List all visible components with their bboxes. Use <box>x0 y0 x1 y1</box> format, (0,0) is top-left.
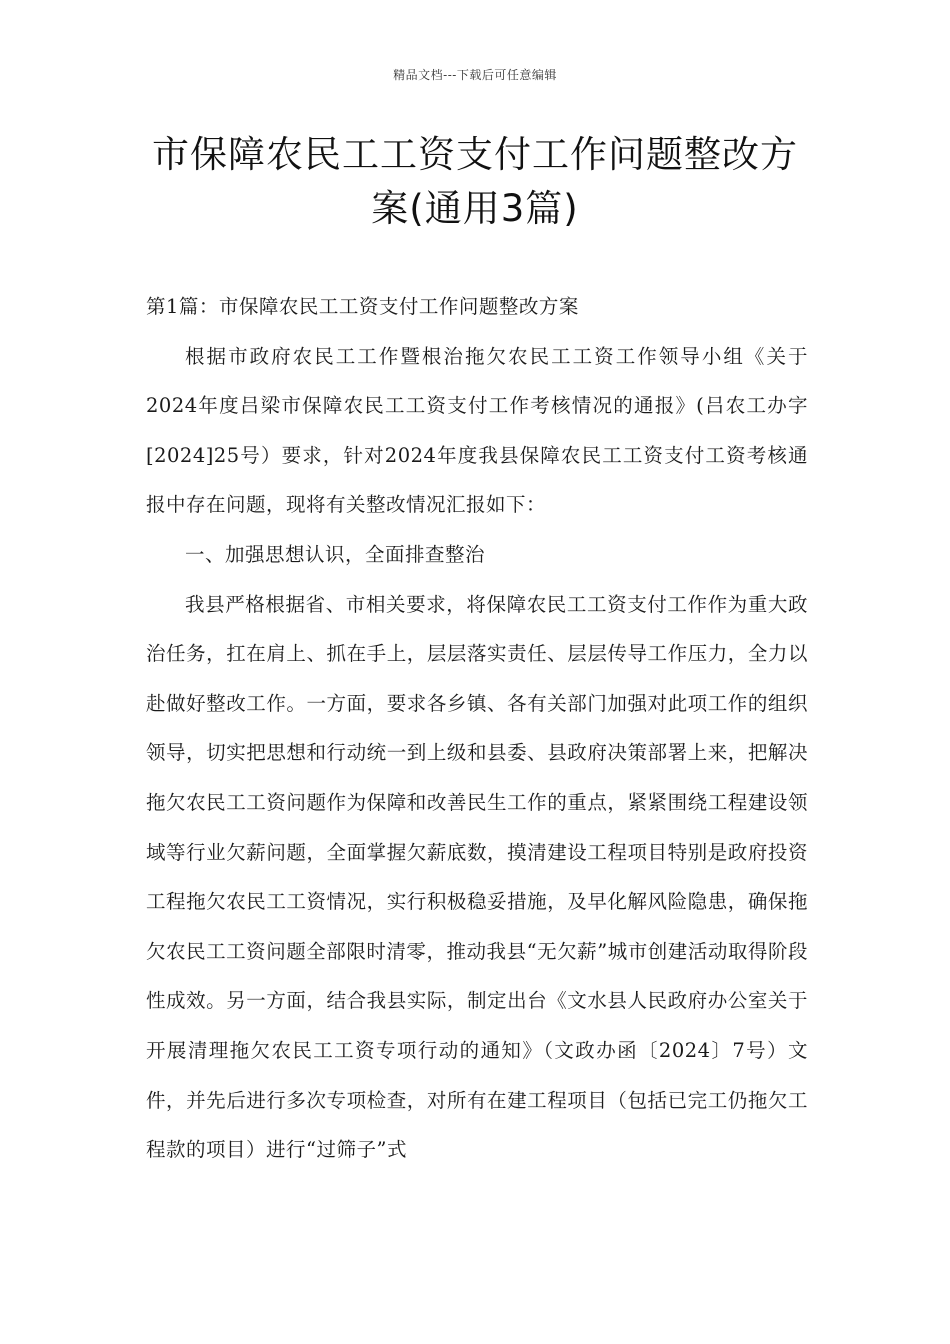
paragraph-subheading: 一、加强思想认识，全面排查整治 <box>185 542 486 566</box>
title-line-2: 案(通用3篇) <box>371 187 579 230</box>
section-heading: 第1篇：市保障农民工工资支付工作问题整改方案 <box>146 295 579 318</box>
document-title <box>120 128 830 236</box>
title-line-1: 市保障农民工工资支付工作问题整改方 <box>152 133 798 176</box>
document-body <box>146 282 808 1175</box>
header-note: 精品文档---下载后可任意编辑 <box>393 68 557 82</box>
paragraph-body: 我县严格根据省、市相关要求，将保障农民工工资支付工作作为重大政治任务，扛在肩上、抓在手上，层层落实责任、层层传导工作压力，全力以赴做好整改工作。一方面，要求各乡镇、各有关部门加强对此项工作的组织领导，切实把思想和行动统一到上级和县委、县政府决策部署上来，把解决拖欠农民工工资问题作为保障和改善民生工作的重点，紧紧围绕工程建设领域等行业欠薪问题，全面掌握欠薪底数，摸清建设工程项目特别是政府投资工程拖欠农民工工资情况，实行积极稳妥措施，及早化解风险隐患，确保拖欠农民工工资问题全部限时清零，推动我县“无欠薪”城市创建活动取得阶段性成效。另一方面，结合我县实际，制定出台《文水县人民政府办公室关于开展清理拖欠农民工工资专项行动的通知》（文政办函〔2024〕7号）文件，并先后进行多次专项检查，对所有在建工程项目（包括已完工仍拖欠工程款的项目）进行“过筛子”式 <box>146 592 808 1162</box>
paragraph-intro: 根据市政府农民工工作暨根治拖欠农民工工资工作领导小组《关于2024年度吕梁市保障农民工工资支付工作考核情况的通报》(吕农工办字[2024]25号）要求，针对2024年度我县保障农民工工资支付工资考核通报中存在问题，现将有关整改情况汇报如下： <box>146 344 808 517</box>
